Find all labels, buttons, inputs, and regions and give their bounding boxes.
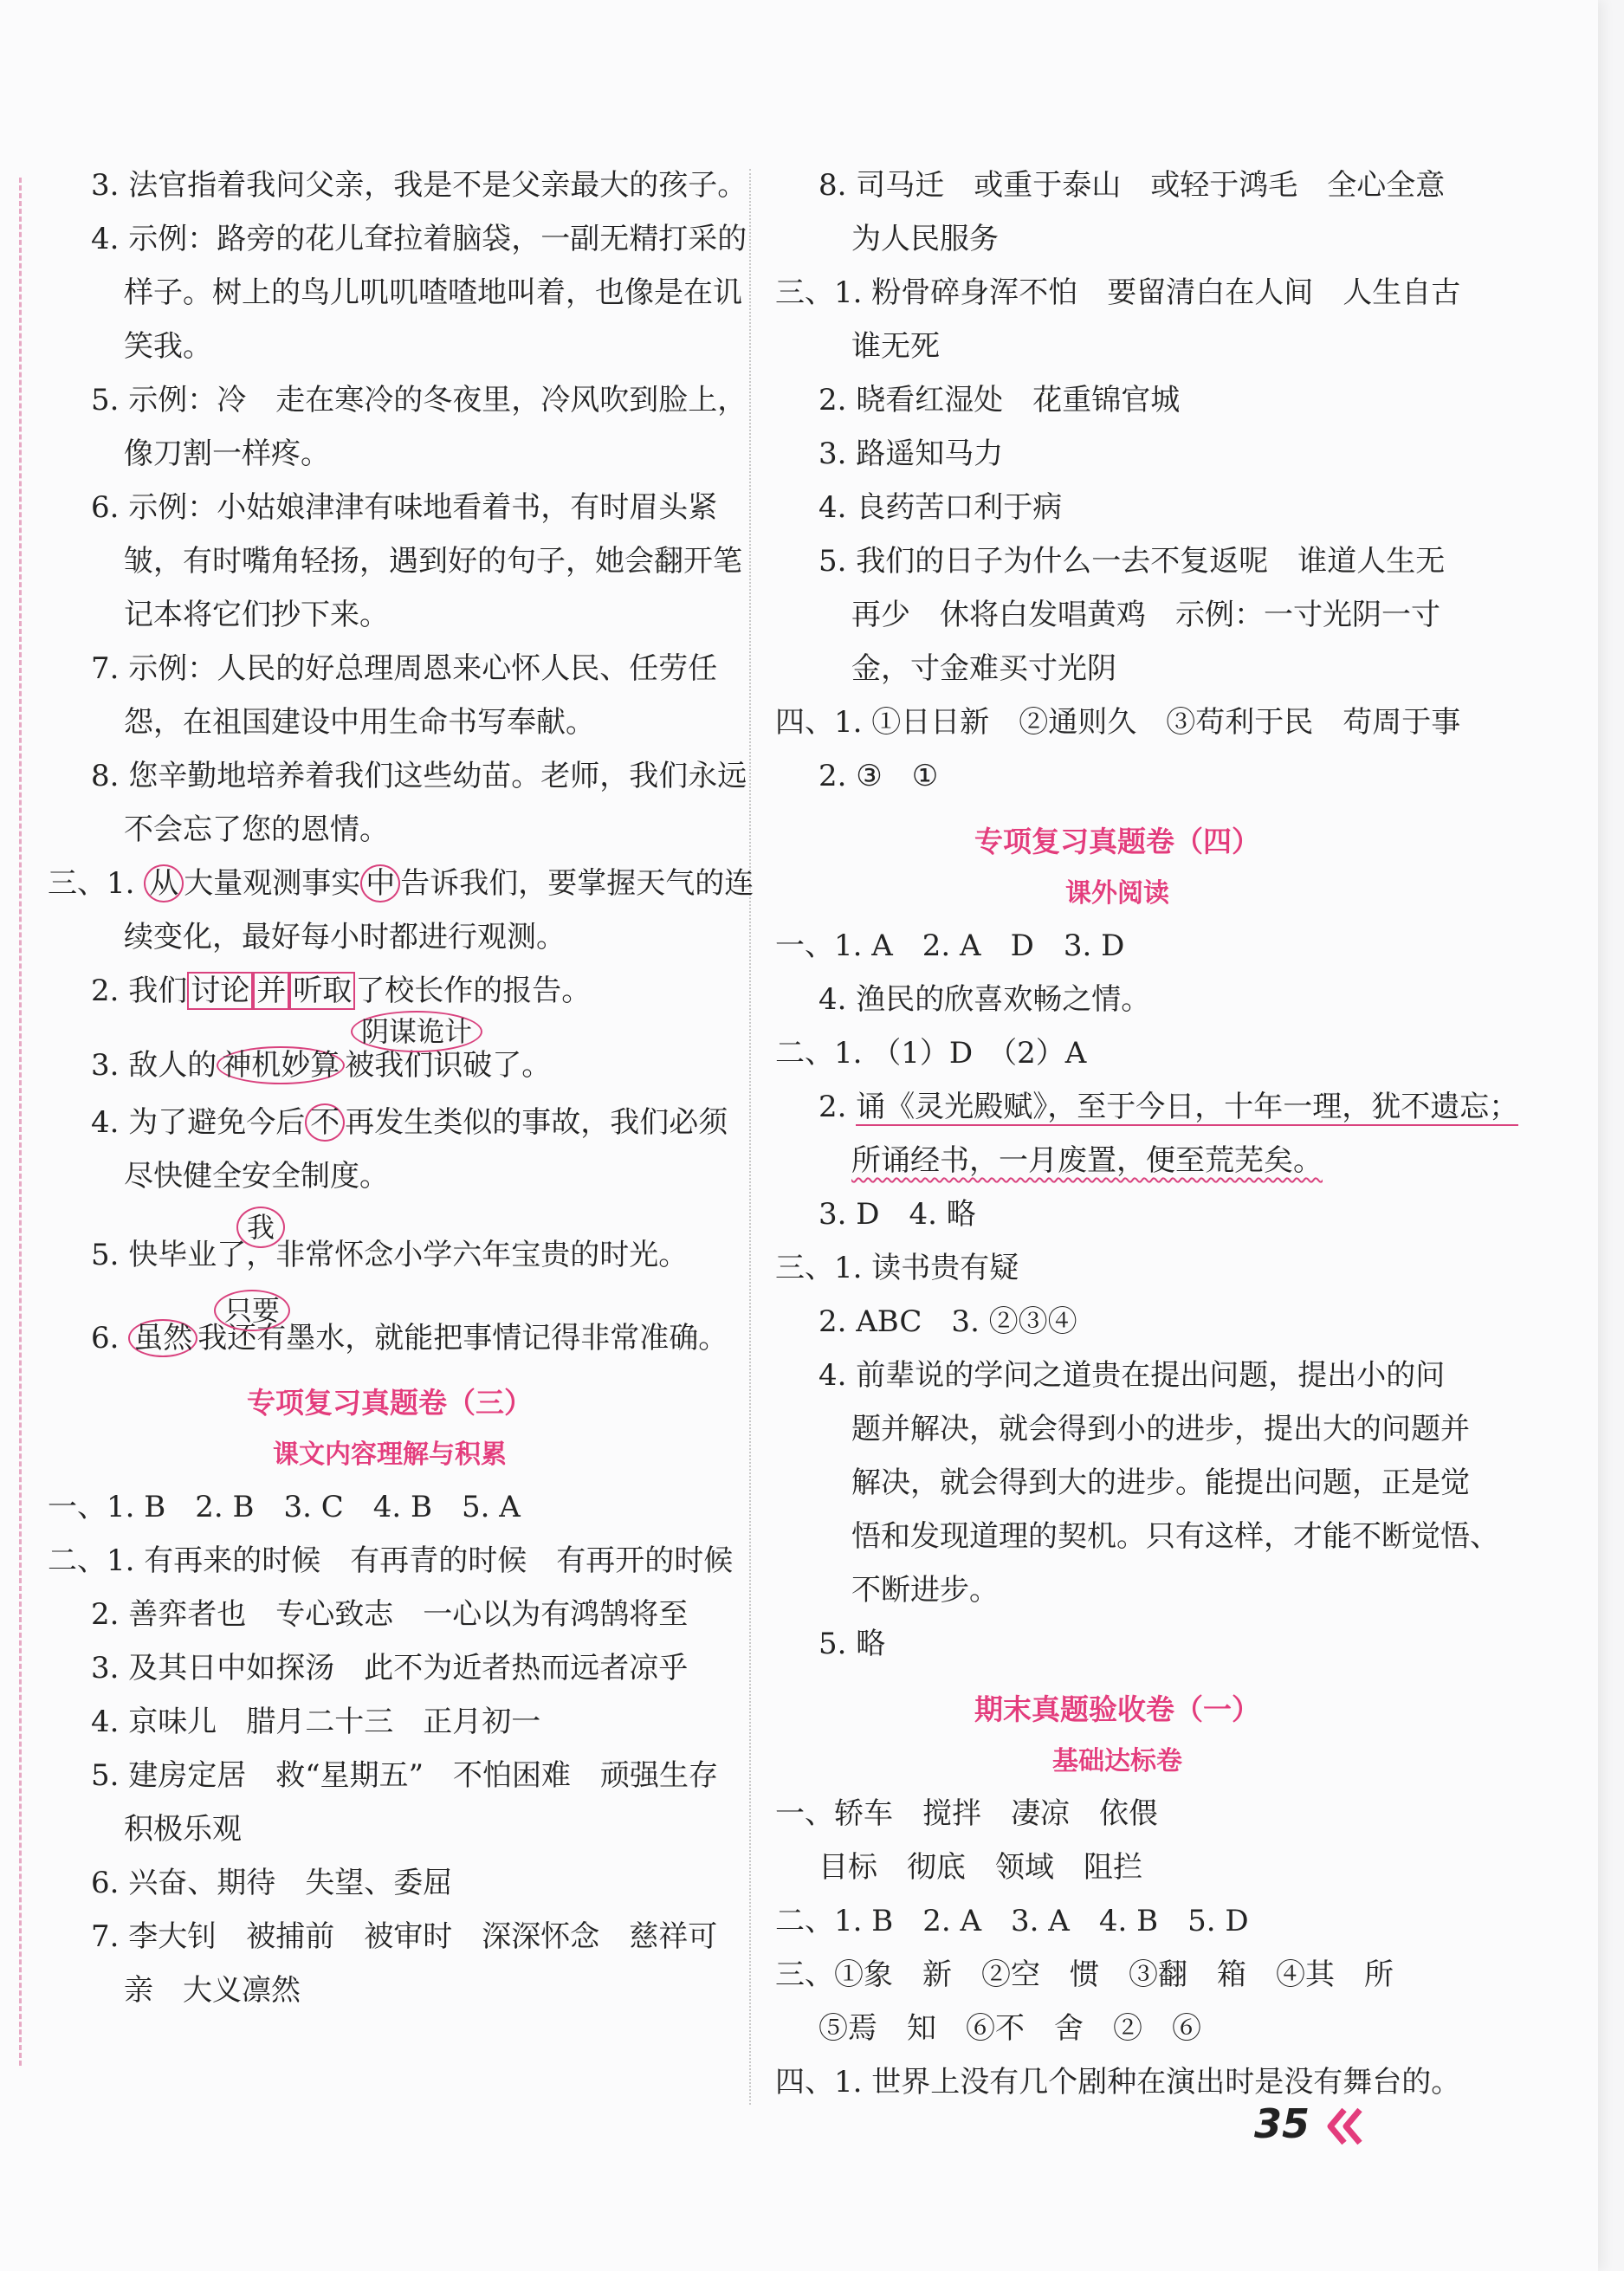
answer-line: 3. 法官指着我问父亲，我是不是父亲最大的孩子。 <box>91 168 747 203</box>
left-answer-lines <box>48 159 747 857</box>
answer-line: 四、1. ①日日新 ②通则久 ③苟利于民 苟周于事 <box>775 705 1461 740</box>
answer-line: 像刀割一样疼。 <box>124 437 330 471</box>
reading-q2-line1: 2. 诵《灵光殿赋》，至于今日，十年一理，犹不遗忘； <box>818 1090 1519 1124</box>
section4-lines-b <box>775 1187 1499 1671</box>
section-title: 专项复习真题卷（四） <box>974 825 1260 858</box>
answer-line: 2. 晓看红湿处 花重锦官城 <box>818 383 1181 417</box>
answer-line: 再少 休将白发唱黄鸡 示例：一寸光阴一寸 <box>851 598 1440 632</box>
right-column <box>775 159 1519 2109</box>
answer-line: 7. 李大钊 被捕前 被审时 深深怀念 慈祥可 <box>91 1919 718 1954</box>
answer-line: ⑤焉 知 ⑥不 舍 ② ⑥ <box>818 2011 1201 2046</box>
section4-lines-a <box>775 919 1459 1080</box>
answer-line: 2. ABC 3. ②③④ <box>818 1304 1077 1339</box>
answer-line: 记本将它们抄下来。 <box>124 598 389 632</box>
mark-box: 听取 <box>289 972 355 1010</box>
section5-lines <box>775 1787 1459 2109</box>
mark-box: 讨论 <box>187 972 253 1010</box>
answer-line: 2. ③ ① <box>818 759 939 793</box>
answer-line: 5. 略 <box>818 1627 886 1661</box>
underline-text: 诵《灵光殿赋》，至于今日，十年一理，犹不遗忘； <box>856 1090 1519 1124</box>
section-subtitle: 课外阅读 <box>1065 878 1169 909</box>
answer-line: 样子。树上的鸟儿叽叽喳喳地叫着，也像是在讥 <box>124 275 742 310</box>
mark-circle: 神机妙算 <box>217 1046 345 1084</box>
correction-line-2: 2. 我们 讨论 并 听取 了校长作的报告。 <box>91 974 592 1008</box>
answer-line: 一、轿车 搅拌 凄凉 依偎 <box>775 1796 1158 1831</box>
answer-line: 5. 建房定居 救“星期五” 不怕困难 顽强生存 <box>91 1758 719 1793</box>
correction-line-1: 三、1. 从 大量观测事实 中 告诉我们，要掌握天气的连 <box>48 866 754 901</box>
reading-q2-line2 <box>775 1134 1459 1187</box>
answer-line: 悟和发现道理的契机。只有这样，才能不断觉悟、 <box>851 1519 1499 1554</box>
correction-line-1b: 续变化，最好每小时都进行观测。 <box>124 920 566 954</box>
section-title: 期末真题验收卷（一） <box>974 1692 1260 1726</box>
answer-line: 怨，在祖国建设中用生命书写奉献。 <box>124 705 595 740</box>
answer-line: 金，寸金难买寸光阴 <box>851 651 1116 686</box>
answer-line: 2. 善弈者也 专心致志 一心以为有鸿鹄将至 <box>91 1597 689 1632</box>
mark-circle: 中 <box>360 864 400 903</box>
answer-line: 4. 京味儿 腊月二十三 正月初一 <box>91 1705 541 1739</box>
answer-line: 4. 示例：路旁的花儿耷拉着脑袋，一副无精打采的 <box>91 222 747 256</box>
answer-line: 7. 示例：人民的好总理周恩来心怀人民、任劳任 <box>91 651 718 686</box>
answer-line: 6. 兴奋、期待 失望、委屈 <box>91 1866 453 1900</box>
insert-word: 阴谋诡计 <box>351 1011 482 1052</box>
answer-line: 四、1. 世界上没有几个剧种在演出时是没有舞台的。 <box>775 2065 1461 2100</box>
answer-line: 为人民服务 <box>851 222 999 256</box>
answer-line: 4. 良药苦口利于病 <box>818 490 1063 525</box>
answer-line: 谁无死 <box>851 329 940 364</box>
answer-line: 积极乐观 <box>124 1812 242 1847</box>
mark-circle: 虽然 <box>128 1319 197 1357</box>
answer-line: 不会忘了您的恩情。 <box>124 812 389 847</box>
answer-line: 3. D 4. 略 <box>818 1197 976 1232</box>
wavy-underline-text: 所诵经书，一月废置，便至荒芜矣。 <box>851 1143 1323 1178</box>
column-divider <box>749 169 751 2105</box>
answer-line: 4. 前辈说的学问之道贵在提出问题，提出小的问 <box>818 1358 1446 1393</box>
insert-word: 我 <box>236 1207 285 1248</box>
correction-line-4: 4. 为了避免今后 不 再发生类似的事故，我们必须 <box>91 1105 728 1140</box>
mark-circle: 不 <box>305 1103 345 1142</box>
answer-line: 8. 司马迁 或重于泰山 或轻于鸿毛 全心全意 <box>818 168 1446 203</box>
right-top-lines <box>775 159 1459 803</box>
answer-line: 3. 路遥知马力 <box>818 437 1004 471</box>
left-dashed-guide <box>19 178 22 2066</box>
answer-line: 6. 示例：小姑娘津津有味地看着书，有时眉头紧 <box>91 490 718 525</box>
answer-line: 三、1. 粉骨碎身浑不怕 要留清白在人间 人生自古 <box>775 275 1461 310</box>
correction-line-4b: 尽快健全安全制度。 <box>124 1159 389 1194</box>
answer-line: 三、①象 新 ②空 惯 ③翻 箱 ④其 所 <box>775 1957 1394 1992</box>
mark-box: 并 <box>253 972 289 1010</box>
insert-word: 只要 <box>214 1290 290 1331</box>
answer-line: 一、1. B 2. B 3. C 4. B 5. A <box>48 1490 521 1524</box>
answer-line: 8. 您辛勤地培养着我们这些幼苗。老师，我们永远 <box>91 759 747 793</box>
section-subtitle: 基础达标卷 <box>1052 1746 1182 1776</box>
correction-line-6: 只要 6. 虽然 我还有墨水，就能把事情记得非常准确。 <box>48 1286 732 1369</box>
answer-line: 皱，有时嘴角轻扬，遇到好的句子，她会翻开笔 <box>124 544 742 579</box>
answer-line: 5. 我们的日子为什么一去不复返呢 谁道人生无 <box>818 544 1446 579</box>
answer-line: 解决，就会得到大的进步。能提出问题，正是觉 <box>851 1465 1470 1500</box>
answer-line: 三、1. 读书贵有疑 <box>775 1251 1019 1285</box>
correction-line-5: 我 5. 快毕业了，非常怀念小学六年宝贵的时光。 <box>48 1203 732 1286</box>
section-subtitle: 课文内容理解与积累 <box>273 1440 507 1470</box>
answer-line: 二、1. 有再来的时候 有再青的时候 有再开的时候 <box>48 1543 734 1578</box>
answer-line: 5. 示例：冷 走在寒冷的冬夜里，冷风吹到脸上， <box>91 383 747 417</box>
double-chevron-icon <box>1325 2106 1367 2146</box>
correction-line-3: 阴谋诡计 3. 敌人的 神机妙算 被我们识破了。 <box>48 1018 732 1096</box>
left-column <box>48 159 754 2017</box>
answer-line: 亲 大义凛然 <box>124 1973 301 2008</box>
answer-line: 笑我。 <box>124 329 212 364</box>
section3-lines <box>48 1480 732 2017</box>
section-title: 专项复习真题卷（三） <box>247 1386 533 1420</box>
answer-line: 3. 及其日中如探汤 此不为近者热而远者凉乎 <box>91 1651 689 1685</box>
answer-line: 4. 渔民的欣喜欢畅之情。 <box>818 982 1151 1017</box>
answer-line: 二、1. （1）D （2）A <box>775 1036 1087 1071</box>
answer-line: 题并解决，就会得到小的进步，提出大的问题并 <box>851 1412 1470 1446</box>
answer-line: 目标 彻底 领域 阻拦 <box>818 1850 1142 1885</box>
page-number: 35 <box>1254 2100 1310 2147</box>
mark-circle: 从 <box>144 864 184 903</box>
answer-line: 一、1. A 2. A D 3. D <box>775 928 1125 963</box>
answer-line: 不断进步。 <box>851 1573 999 1608</box>
answer-line: 二、1. B 2. A 3. A 4. B 5. D <box>775 1904 1249 1938</box>
